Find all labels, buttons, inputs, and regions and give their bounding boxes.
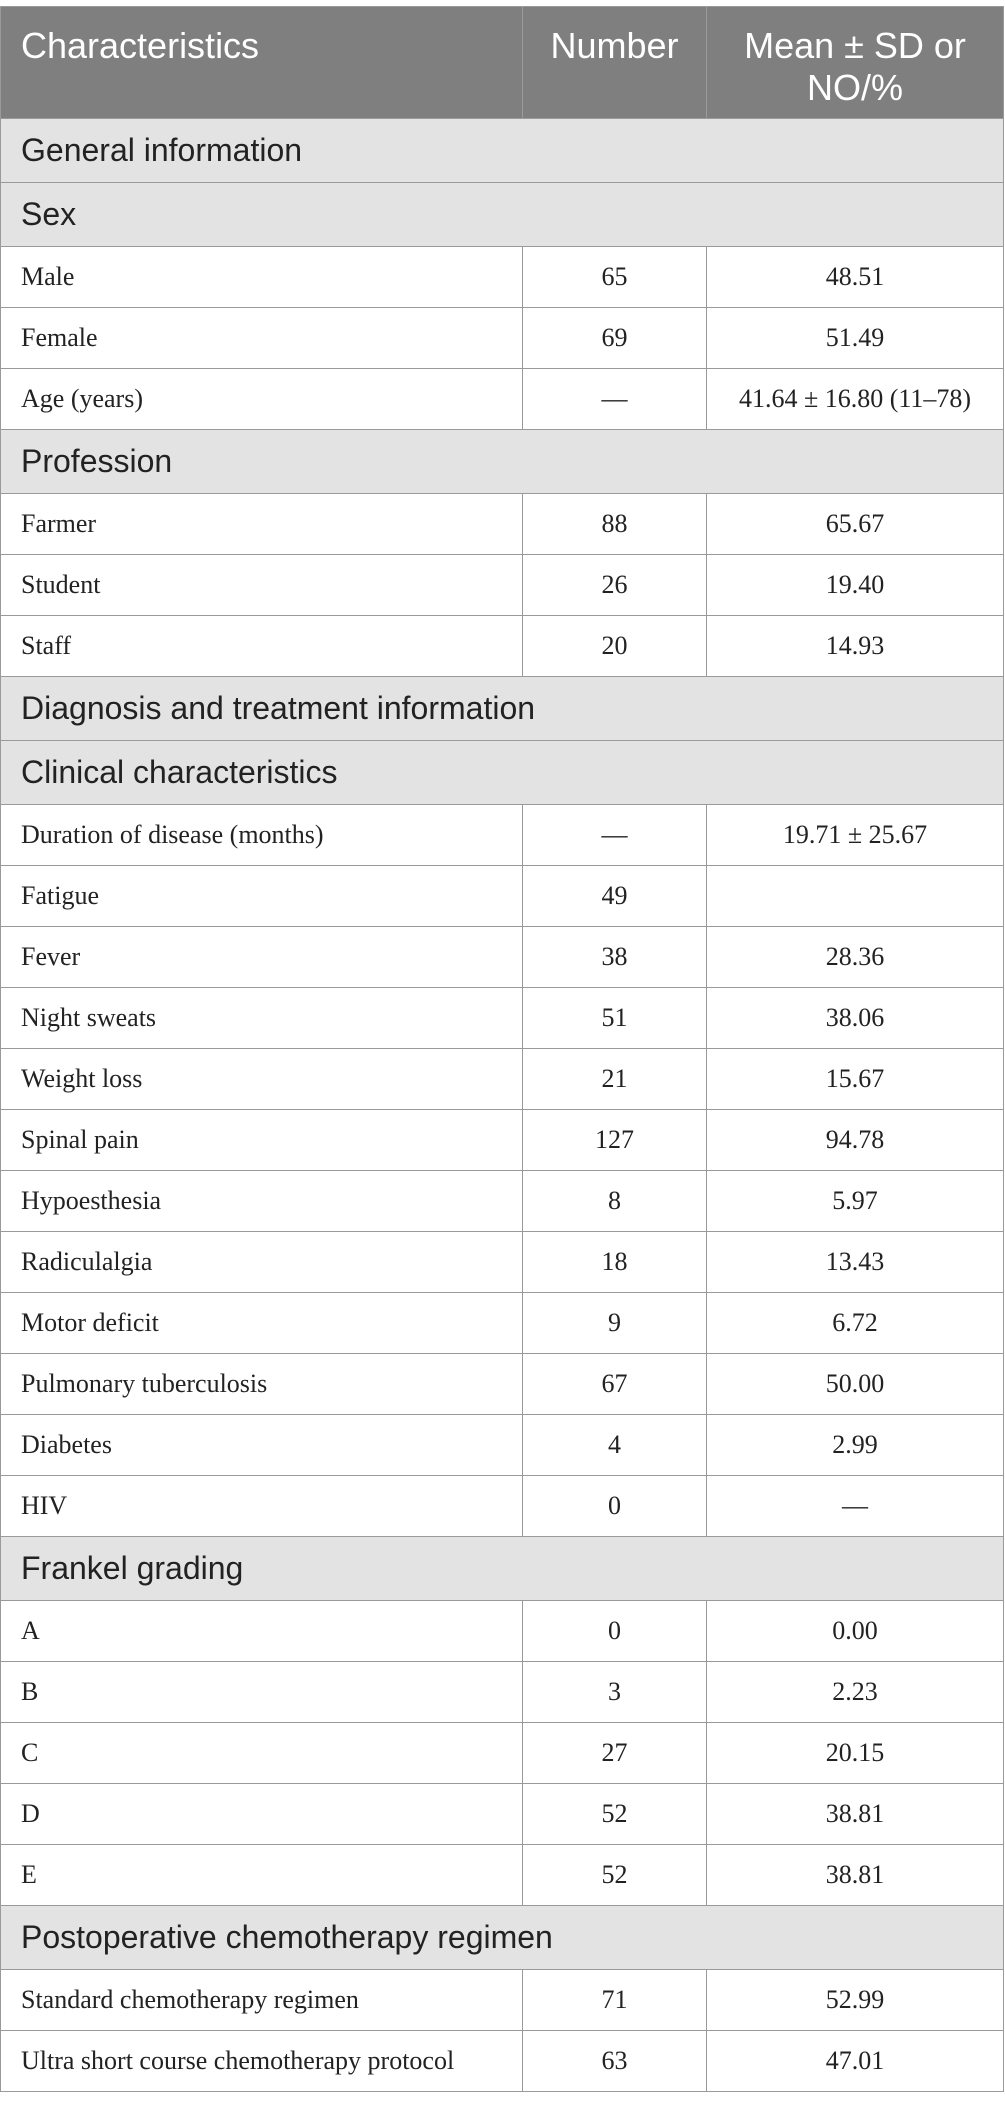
row-value: 38.81: [707, 1845, 1004, 1906]
table-row: [1, 1293, 1004, 1354]
row-label: Age (years): [1, 369, 523, 430]
row-number: 127: [523, 1110, 707, 1171]
table-row: [1, 1171, 1004, 1232]
section-frankel: Frankel grading: [1, 1537, 1004, 1601]
row-value: 28.36: [707, 927, 1004, 988]
row-value: 15.67: [707, 1049, 1004, 1110]
table-row: [1, 1784, 1004, 1845]
section-diagnosis: Diagnosis and treatment information: [1, 677, 1004, 741]
row-label: E: [1, 1845, 523, 1906]
row-label: Night sweats: [1, 988, 523, 1049]
row-value: 52.99: [707, 1970, 1004, 2031]
row-number: 3: [523, 1662, 707, 1723]
table-row: [1, 1601, 1004, 1662]
row-label: Female: [1, 308, 523, 369]
row-value: [707, 866, 1004, 927]
row-label: Diabetes: [1, 1415, 523, 1476]
table-row: [1, 805, 1004, 866]
section-profession: Profession: [1, 430, 1004, 494]
row-number: 9: [523, 1293, 707, 1354]
header-mean: [707, 7, 1004, 119]
row-number: 69: [523, 308, 707, 369]
row-value: 2.99: [707, 1415, 1004, 1476]
header-row: [1, 7, 1004, 119]
row-number: 0: [523, 1601, 707, 1662]
row-value: 20.15: [707, 1723, 1004, 1784]
row-value: 6.72: [707, 1293, 1004, 1354]
row-number: 18: [523, 1232, 707, 1293]
row-value: 14.93: [707, 616, 1004, 677]
table-row: [1, 616, 1004, 677]
row-value: 47.01: [707, 2031, 1004, 2092]
table-row: [1, 1970, 1004, 2031]
table-row: [1, 1476, 1004, 1537]
row-value: —: [707, 1476, 1004, 1537]
row-number: 38: [523, 927, 707, 988]
section-row: [1, 119, 1004, 183]
characteristics-table-container: [0, 6, 1003, 2092]
row-label: Radiculalgia: [1, 1232, 523, 1293]
row-number: 51: [523, 988, 707, 1049]
row-value: 94.78: [707, 1110, 1004, 1171]
row-value: 2.23: [707, 1662, 1004, 1723]
row-number: —: [523, 369, 707, 430]
section-row: [1, 183, 1004, 247]
table-row: [1, 2031, 1004, 2092]
section-row: [1, 1537, 1004, 1601]
row-label: Spinal pain: [1, 1110, 523, 1171]
row-value: 5.97: [707, 1171, 1004, 1232]
table-row: [1, 1845, 1004, 1906]
row-number: 67: [523, 1354, 707, 1415]
row-label: Staff: [1, 616, 523, 677]
row-number: —: [523, 805, 707, 866]
row-value: 13.43: [707, 1232, 1004, 1293]
table-row: [1, 927, 1004, 988]
header-number: Number: [523, 7, 707, 119]
row-number: 65: [523, 247, 707, 308]
section-row: [1, 430, 1004, 494]
row-label: C: [1, 1723, 523, 1784]
row-value: 0.00: [707, 1601, 1004, 1662]
characteristics-table: [0, 6, 1004, 2092]
section-chemo: Postoperative chemotherapy regimen: [1, 1906, 1004, 1970]
row-label: HIV: [1, 1476, 523, 1537]
table-row: [1, 1662, 1004, 1723]
row-label: Student: [1, 555, 523, 616]
table-row: [1, 1232, 1004, 1293]
row-label: D: [1, 1784, 523, 1845]
row-value: 19.40: [707, 555, 1004, 616]
row-number: 27: [523, 1723, 707, 1784]
row-number: 20: [523, 616, 707, 677]
table-row: [1, 866, 1004, 927]
row-number: 4: [523, 1415, 707, 1476]
row-number: 71: [523, 1970, 707, 2031]
row-label: Hypoesthesia: [1, 1171, 523, 1232]
section-row: [1, 1906, 1004, 1970]
header-characteristics: Characteristics: [1, 7, 523, 119]
table-row: [1, 988, 1004, 1049]
row-number: 52: [523, 1845, 707, 1906]
header-mean-line2: NO/%: [806, 67, 903, 108]
header-mean-line1: Mean ± SD or: [744, 25, 966, 66]
section-clinical: Clinical characteristics: [1, 741, 1004, 805]
row-label: Weight loss: [1, 1049, 523, 1110]
row-label: Fatigue: [1, 866, 523, 927]
table-row: [1, 1354, 1004, 1415]
table-row: [1, 369, 1004, 430]
row-number: 63: [523, 2031, 707, 2092]
row-number: 52: [523, 1784, 707, 1845]
table-row: [1, 1110, 1004, 1171]
row-number: 21: [523, 1049, 707, 1110]
row-value: 38.06: [707, 988, 1004, 1049]
row-number: 0: [523, 1476, 707, 1537]
table-row: [1, 555, 1004, 616]
section-row: [1, 677, 1004, 741]
row-label: Ultra short course chemotherapy protocol: [1, 2031, 523, 2092]
row-label: Standard chemotherapy regimen: [1, 1970, 523, 2031]
table-row: [1, 1049, 1004, 1110]
row-number: 8: [523, 1171, 707, 1232]
row-value: 48.51: [707, 247, 1004, 308]
row-label: B: [1, 1662, 523, 1723]
section-general: General information: [1, 119, 1004, 183]
row-value: 50.00: [707, 1354, 1004, 1415]
row-number: 26: [523, 555, 707, 616]
row-number: 88: [523, 494, 707, 555]
row-label: Motor deficit: [1, 1293, 523, 1354]
row-label: Fever: [1, 927, 523, 988]
row-label: Male: [1, 247, 523, 308]
row-label: Farmer: [1, 494, 523, 555]
table-row: [1, 247, 1004, 308]
row-value: 41.64 ± 16.80 (11–78): [707, 369, 1004, 430]
row-value: 19.71 ± 25.67: [707, 805, 1004, 866]
table-row: [1, 1723, 1004, 1784]
table-row: [1, 494, 1004, 555]
row-label: Duration of disease (months): [1, 805, 523, 866]
row-value: 38.81: [707, 1784, 1004, 1845]
table-row: [1, 308, 1004, 369]
table-row: [1, 1415, 1004, 1476]
row-label: Pulmonary tuberculosis: [1, 1354, 523, 1415]
section-row: [1, 741, 1004, 805]
section-sex: Sex: [1, 183, 1004, 247]
row-number: 49: [523, 866, 707, 927]
row-value: 65.67: [707, 494, 1004, 555]
row-label: A: [1, 1601, 523, 1662]
row-value: 51.49: [707, 308, 1004, 369]
